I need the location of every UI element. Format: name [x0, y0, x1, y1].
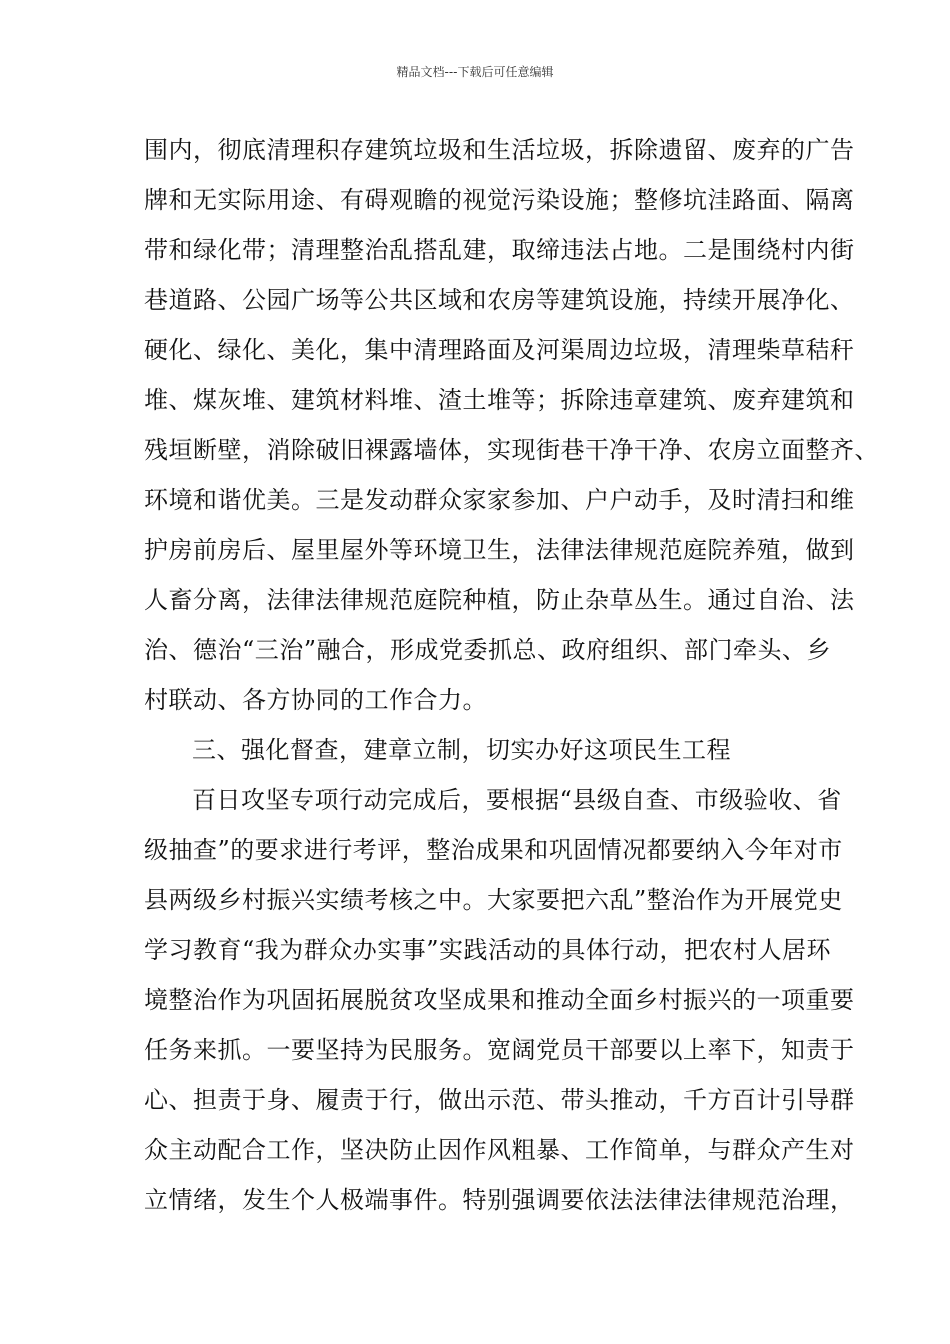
body-line: 村联动、各方协同的工作合力。 [144, 686, 487, 714]
body-line: 硬化、绿化、美化，集中清理路面及河渠周边垃圾，清理柴草秸秆 [144, 336, 855, 364]
body-line: 治、德治“三治”融合，形成党委抓总、政府组织、部门牵头、乡 [144, 636, 832, 664]
body-line: 学习教育“我为群众办实事”实践活动的具体行动，把农村人居环 [144, 936, 832, 964]
page-header: 精品文档---下载后可任意编辑 [396, 65, 554, 79]
section-heading: 三、强化督查，建章立制，切实办好这项民生工程 [192, 736, 731, 764]
body-line: 环境和谐优美。三是发动群众家家参加、户户动手，及时清扫和维 [144, 486, 855, 514]
body-line: 巷道路、公园广场等公共区域和农房等建筑设施，持续开展净化、 [144, 286, 855, 314]
body-line: 护房前房后、屋里屋外等环境卫生，法律法律规范庭院养殖，做到 [144, 536, 855, 564]
body-line: 堆、煤灰堆、建筑材料堆、渣土堆等；拆除违章建筑、废弃建筑和 [144, 386, 855, 414]
body-line: 带和绿化带；清理整治乱搭乱建，取缔违法占地。二是围绕村内街 [144, 236, 855, 264]
body-line: 残垣断壁，消除破旧裸露墙体，实现街巷干净干净、农房立面整齐、 [144, 436, 879, 464]
body-line: 众主动配合工作，坚决防止因作风粗暴、工作简单，与群众产生对 [144, 1136, 855, 1164]
body-line: 牌和无实际用途、有碍观瞻的视觉污染设施；整修坑洼路面、隔离 [144, 186, 855, 214]
body-line: 境整治作为巩固拓展脱贫攻坚成果和推动全面乡村振兴的一项重要 [144, 986, 855, 1014]
body-line: 立情绪，发生个人极端事件。特别强调要依法法律法律规范治理， [144, 1186, 855, 1214]
body-line: 心、担责于身、履责于行，做出示范、带头推动，千方百计引导群 [144, 1086, 855, 1114]
body-line: 级抽查”的要求进行考评，整治成果和巩固情况都要纳入今年对市 [144, 836, 843, 864]
document-body [144, 130, 879, 1230]
body-line: 县两级乡村振兴实绩考核之中。大家要把六乱”整治作为开展党史 [144, 886, 843, 914]
body-line: 人畜分离，法律法律规范庭院种植，防止杂草丛生。通过自治、法 [144, 586, 855, 614]
paragraph-first-line: 百日攻坚专项行动完成后，要根据“县级自查、市级验收、省 [192, 786, 842, 814]
body-line: 围内，彻底清理积存建筑垃圾和生活垃圾，拆除遗留、废弃的广告 [144, 136, 855, 164]
body-line: 任务来抓。一要坚持为民服务。宽阔党员干部要以上率下，知责于 [144, 1036, 855, 1064]
